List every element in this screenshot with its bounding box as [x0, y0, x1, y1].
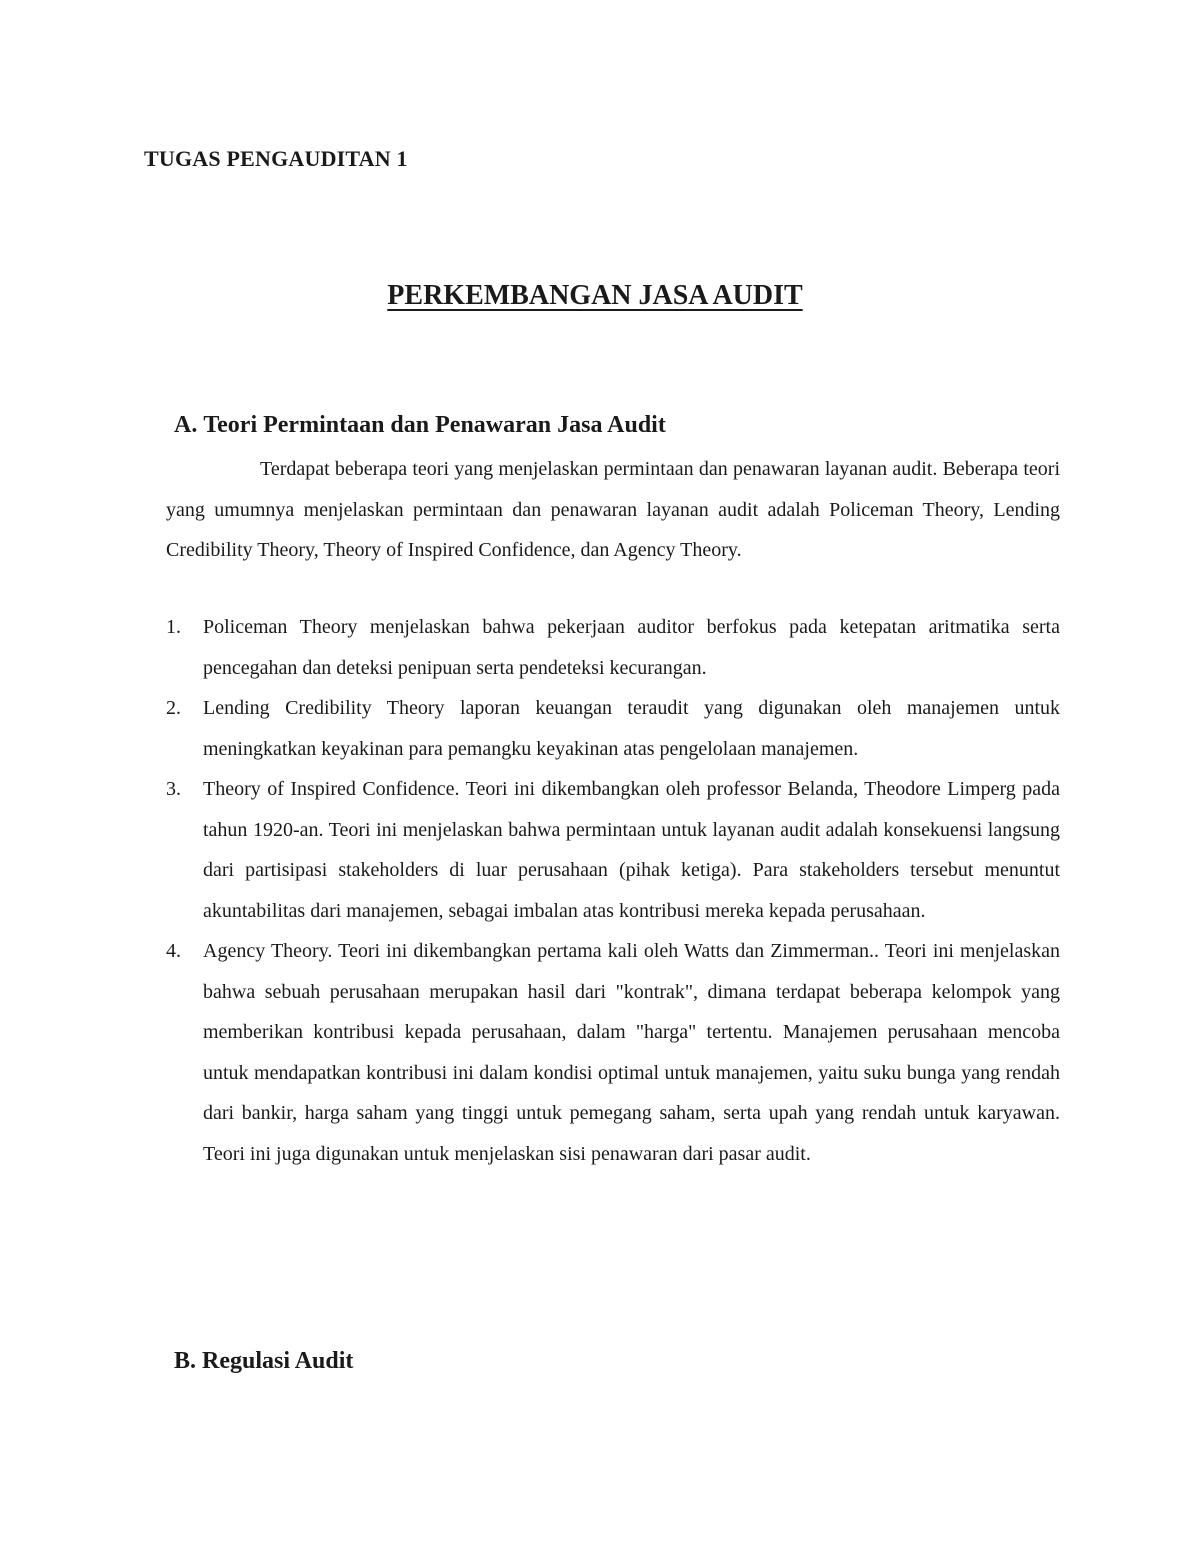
section-a-marker: A.: [174, 412, 198, 438]
theory-list: [166, 607, 1060, 1174]
section-a-title: Teori Permintaan dan Penawaran Jasa Audit: [203, 412, 666, 438]
list-item: [166, 769, 1060, 931]
list-item-text: Agency Theory. Teori ini dikembangkan pertama kali oleh Watts dan Zimmerman.. Teori ini menjelaskan bahwa sebuah perusahaan merupakan hasil dari "kontrak", dimana terdapat beberapa kelompok yang memberikan kontribusi kepada perusahaan, dalam "harga" tertentu. Manajemen perusahaan mencoba untuk mendapatkan kontribusi ini dalam kondisi optimal untuk manajemen, yaitu suku bunga yang rendah dari bankir, harga saham yang tinggi untuk pemegang saham, serta upah yang rendah untuk karyawan. Teori ini juga digunakan untuk menjelaskan sisi penawaran dari pasar audit.: [203, 940, 1060, 1165]
list-item: [166, 931, 1060, 1174]
section-b-marker: B.: [174, 1348, 197, 1374]
section-a-intro-paragraph: Terdapat beberapa teori yang menjelaskan permintaan dan penawaran layanan audit. Beberapa teori yang umumnya menjelaskan permintaan dan penawaran layanan audit adalah Policeman Theory, Lending Credibility Theory, Theory of Inspired Confidence, dan Agency Theory.: [166, 458, 1060, 561]
list-item-text: Policeman Theory menjelaskan bahwa pekerjaan auditor berfokus pada ketepatan aritmatika serta pencegahan dan deteksi penipuan serta pendeteksi kecurangan.: [203, 616, 1060, 679]
section-b-heading: [174, 1348, 353, 1375]
list-item-text: Lending Credibility Theory laporan keuangan teraudit yang digunakan oleh manajemen untuk meningkatkan keyakinan para pemangku keyakinan atas pengelolaan manajemen.: [203, 697, 1060, 760]
list-item: [166, 688, 1060, 769]
list-item-number: 1.: [166, 616, 181, 638]
list-item-number: 3.: [166, 778, 181, 800]
list-item-text: Theory of Inspired Confidence. Teori ini dikembangkan oleh professor Belanda, Theodore Limperg pada tahun 1920-an. Teori ini menjelaskan bahwa permintaan untuk layanan audit adalah konsekuensi langsung dari partisipasi stakeholders di luar perusahaan (pihak ketiga). Para stakeholders tersebut menuntut akuntabilitas dari manajemen, sebagai imbalan atas kontribusi mereka kepada perusahaan.: [203, 778, 1060, 922]
document-title: PERKEMBANGAN JASA AUDIT: [387, 280, 803, 311]
list-item-number: 2.: [166, 697, 181, 719]
list-item-number: 4.: [166, 940, 181, 962]
list-item: [166, 607, 1060, 688]
section-b-title: Regulasi Audit: [202, 1348, 354, 1374]
section-a-heading: [174, 412, 666, 439]
assignment-label: TUGAS PENGAUDITAN 1: [144, 146, 408, 171]
